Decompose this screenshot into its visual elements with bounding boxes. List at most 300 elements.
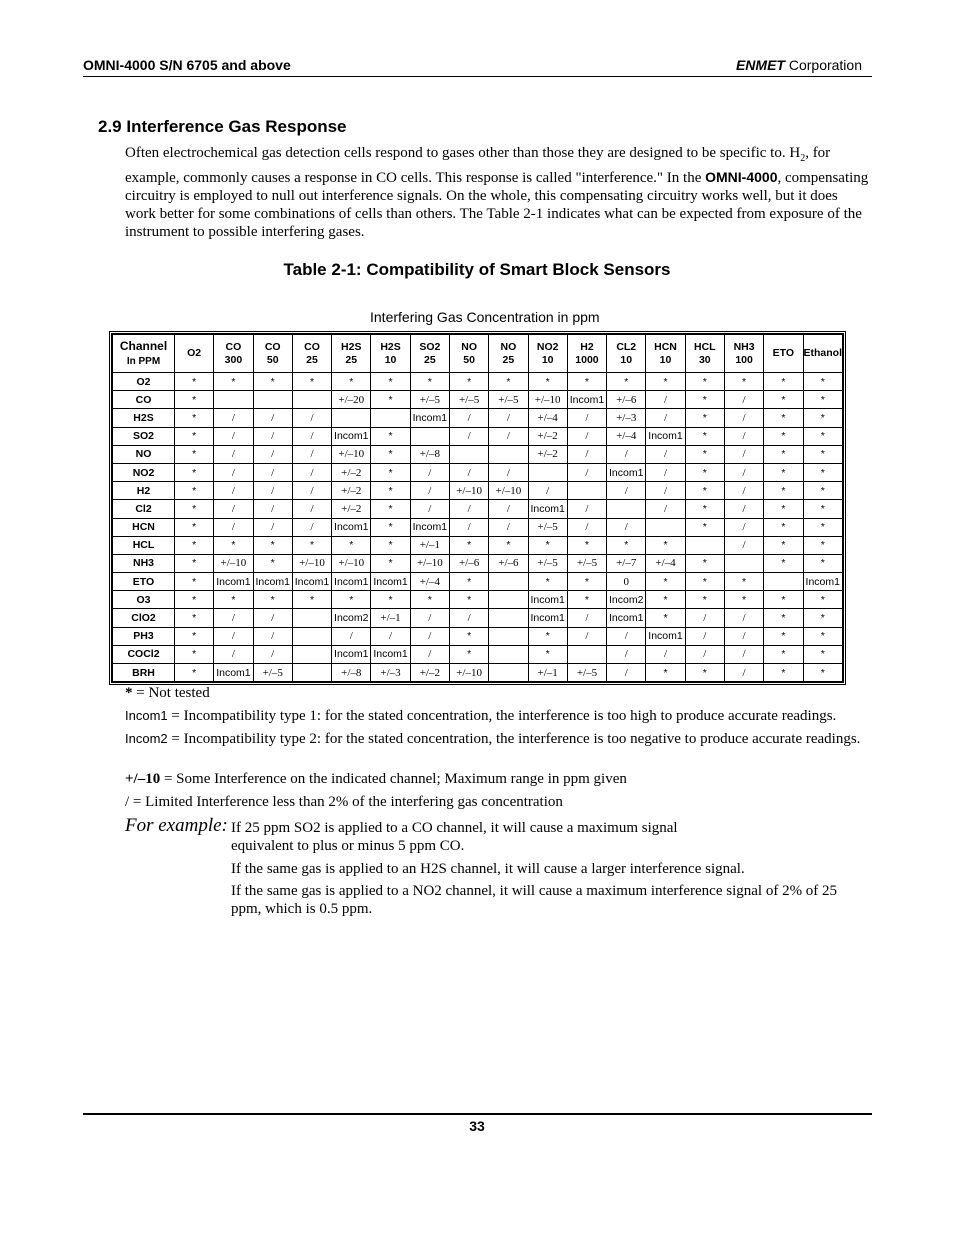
table-cell: / bbox=[292, 500, 331, 518]
row-channel-label: CO bbox=[113, 391, 175, 409]
column-gas: CO bbox=[264, 340, 281, 353]
table-cell: / bbox=[489, 518, 528, 536]
table-cell: * bbox=[175, 627, 214, 645]
legend-key: * bbox=[125, 685, 133, 701]
table-cell: * bbox=[803, 463, 843, 481]
table-cell: / bbox=[567, 427, 606, 445]
table-cell: * bbox=[528, 627, 567, 645]
table-cell: * bbox=[489, 536, 528, 554]
table-cell: * bbox=[685, 591, 724, 609]
table-cell: / bbox=[607, 645, 646, 663]
table-cell: * bbox=[646, 591, 685, 609]
table-row bbox=[113, 373, 843, 391]
table-row bbox=[113, 627, 843, 645]
column-concentration: 10 bbox=[659, 353, 672, 366]
table-cell bbox=[214, 391, 253, 409]
table-cell: * bbox=[214, 536, 253, 554]
table-cell: * bbox=[764, 373, 803, 391]
table-cell: * bbox=[803, 645, 843, 663]
table-cell: * bbox=[764, 554, 803, 572]
table-cell: / bbox=[253, 463, 292, 481]
table-cell: Incom2 bbox=[607, 591, 646, 609]
table-cell: / bbox=[724, 518, 763, 536]
column-header bbox=[410, 335, 449, 373]
table-cell: * bbox=[567, 373, 606, 391]
table-cell: / bbox=[567, 609, 606, 627]
table-cell: * bbox=[371, 445, 410, 463]
table-cell: +/–4 bbox=[528, 409, 567, 427]
table-cell: / bbox=[724, 445, 763, 463]
table-cell: * bbox=[175, 609, 214, 627]
table-cell: +/–10 bbox=[214, 554, 253, 572]
table-cell bbox=[292, 645, 331, 663]
table-cell: * bbox=[175, 445, 214, 463]
table-cell: +/–3 bbox=[371, 664, 410, 682]
table-cell: / bbox=[292, 427, 331, 445]
table-cell: / bbox=[410, 609, 449, 627]
table-cell bbox=[567, 482, 606, 500]
table-cell: +/–1 bbox=[528, 664, 567, 682]
table-cell: * bbox=[371, 482, 410, 500]
table-cell: * bbox=[292, 373, 331, 391]
table-cell: * bbox=[292, 536, 331, 554]
table-cell: / bbox=[214, 627, 253, 645]
table-cell: * bbox=[175, 664, 214, 682]
table-cell: +/–10 bbox=[410, 554, 449, 572]
table-cell: * bbox=[175, 645, 214, 663]
channel-header-unit: In PPM bbox=[126, 355, 161, 367]
table-header-row bbox=[113, 335, 843, 373]
row-channel-label: Cl2 bbox=[113, 500, 175, 518]
document-title: OMNI-4000 S/N 6705 and above bbox=[83, 57, 291, 73]
table-cell: * bbox=[175, 427, 214, 445]
table-cell: / bbox=[410, 482, 449, 500]
table-cell: * bbox=[332, 373, 371, 391]
table-cell: * bbox=[253, 591, 292, 609]
table-cell: * bbox=[646, 573, 685, 591]
column-concentration: 10 bbox=[384, 353, 397, 366]
table-title bbox=[0, 260, 954, 280]
table-cell: / bbox=[449, 463, 488, 481]
table-cell: +/–1 bbox=[371, 609, 410, 627]
column-header bbox=[803, 335, 843, 373]
legend-text: = Incompatibility type 1: for the stated concentration, the interference is too high to produce accurate readings. bbox=[167, 708, 837, 724]
table-cell: / bbox=[253, 500, 292, 518]
table-cell: / bbox=[607, 445, 646, 463]
table-cell: Incom1 bbox=[528, 591, 567, 609]
table-cell: / bbox=[489, 409, 528, 427]
column-header bbox=[489, 335, 528, 373]
row-channel-label: H2 bbox=[113, 482, 175, 500]
table-cell bbox=[489, 609, 528, 627]
table-cell: / bbox=[292, 518, 331, 536]
table-row bbox=[113, 554, 843, 572]
table-cell: * bbox=[371, 518, 410, 536]
table-cell: * bbox=[175, 482, 214, 500]
legend-text: = Incompatibility type 2: for the stated concentration, the interference is too negative to produce accurate readings. bbox=[167, 731, 861, 747]
table-row bbox=[113, 645, 843, 663]
example-line-1: If 25 ppm SO2 is applied to a CO channel, it will cause a maximum signal bbox=[231, 820, 678, 836]
table-cell: Incom1 bbox=[332, 518, 371, 536]
table-cell: * bbox=[292, 591, 331, 609]
row-channel-label: ETO bbox=[113, 573, 175, 591]
table-cell: * bbox=[371, 500, 410, 518]
table-cell: * bbox=[803, 391, 843, 409]
table-cell bbox=[292, 609, 331, 627]
table-cell: / bbox=[449, 500, 488, 518]
column-header bbox=[292, 335, 331, 373]
table-cell: * bbox=[646, 664, 685, 682]
table-cell: / bbox=[253, 409, 292, 427]
table-cell: Incom1 bbox=[332, 645, 371, 663]
table-cell: * bbox=[175, 373, 214, 391]
table-cell bbox=[489, 664, 528, 682]
table-cell: / bbox=[214, 409, 253, 427]
table-cell: * bbox=[685, 373, 724, 391]
column-gas: NH3 bbox=[733, 340, 755, 353]
intro-text-2: , for example, commonly causes a response in CO cells. This response is called "interference." In the bbox=[125, 145, 831, 186]
column-header bbox=[685, 335, 724, 373]
table-cell: / bbox=[410, 463, 449, 481]
table-cell: * bbox=[175, 500, 214, 518]
table-cell: * bbox=[764, 536, 803, 554]
table-cell: +/–5 bbox=[528, 518, 567, 536]
table-cell: * bbox=[685, 500, 724, 518]
table-cell: * bbox=[685, 409, 724, 427]
table-cell: * bbox=[175, 409, 214, 427]
legend-text: = Some Interference on the indicated channel; Maximum range in ppm given bbox=[160, 771, 627, 787]
table-cell: +/–2 bbox=[332, 463, 371, 481]
table-cell: +/–10 bbox=[292, 554, 331, 572]
table-cell: +/–4 bbox=[646, 554, 685, 572]
table-cell bbox=[567, 645, 606, 663]
column-gas: NO2 bbox=[536, 340, 559, 353]
table-cell: / bbox=[489, 427, 528, 445]
compatibility-table-frame bbox=[109, 331, 846, 685]
column-header bbox=[724, 335, 763, 373]
row-channel-label: HCL bbox=[113, 536, 175, 554]
table-cell: * bbox=[803, 500, 843, 518]
column-gas: H2S bbox=[380, 340, 401, 353]
table-cell: / bbox=[685, 645, 724, 663]
compatibility-table bbox=[112, 334, 843, 682]
table-title-text: Table 2-1: Compatibility of Smart Block Sensors bbox=[283, 260, 671, 279]
table-cell: * bbox=[764, 609, 803, 627]
table-cell bbox=[489, 645, 528, 663]
table-cell: / bbox=[724, 500, 763, 518]
table-cell: +/–10 bbox=[449, 482, 488, 500]
table-cell: / bbox=[685, 609, 724, 627]
intro-paragraph bbox=[125, 144, 870, 241]
table-cell: / bbox=[646, 409, 685, 427]
column-concentration: 100 bbox=[735, 353, 753, 366]
table-cell: * bbox=[371, 536, 410, 554]
table-cell: / bbox=[646, 391, 685, 409]
table-cell bbox=[489, 573, 528, 591]
table-cell: Incom1 bbox=[214, 664, 253, 682]
table-cell: Incom1 bbox=[371, 573, 410, 591]
table-cell: +/–2 bbox=[528, 427, 567, 445]
legend-key: Incom1 bbox=[125, 708, 168, 723]
table-cell: * bbox=[449, 591, 488, 609]
column-concentration: 25 bbox=[502, 353, 515, 366]
table-cell: * bbox=[764, 518, 803, 536]
section-title: 2.9 Interference Gas Response bbox=[98, 117, 347, 136]
table-cell: / bbox=[724, 536, 763, 554]
table-cell bbox=[253, 391, 292, 409]
table-cell: * bbox=[332, 591, 371, 609]
table-cell: / bbox=[253, 627, 292, 645]
table-cell: / bbox=[253, 645, 292, 663]
column-header bbox=[371, 335, 410, 373]
column-gas: H2S bbox=[341, 340, 362, 353]
table-cell: / bbox=[332, 627, 371, 645]
table-cell: * bbox=[489, 373, 528, 391]
table-cell: * bbox=[175, 391, 214, 409]
table-cell: Incom1 bbox=[528, 500, 567, 518]
table-cell: * bbox=[371, 591, 410, 609]
table-cell: +/–8 bbox=[332, 664, 371, 682]
row-channel-label: O3 bbox=[113, 591, 175, 609]
column-concentration: 25 bbox=[345, 353, 358, 366]
row-channel-label: COCl2 bbox=[113, 645, 175, 663]
table-cell: +/–6 bbox=[489, 554, 528, 572]
table-cell: / bbox=[724, 409, 763, 427]
table-cell: Incom1 bbox=[332, 573, 371, 591]
table-cell: * bbox=[803, 554, 843, 572]
table-cell: / bbox=[724, 391, 763, 409]
table-cell: +/–5 bbox=[567, 554, 606, 572]
footer-rule bbox=[83, 1113, 872, 1115]
table-cell: * bbox=[724, 373, 763, 391]
table-cell: * bbox=[685, 445, 724, 463]
table-cell: * bbox=[214, 591, 253, 609]
column-header bbox=[646, 335, 685, 373]
column-concentration: 30 bbox=[698, 353, 711, 366]
table-cell: / bbox=[607, 482, 646, 500]
table-cell: * bbox=[567, 573, 606, 591]
column-gas: CO bbox=[225, 340, 242, 353]
table-cell: * bbox=[764, 463, 803, 481]
table-cell: +/–1 bbox=[410, 536, 449, 554]
column-gas: HCL bbox=[694, 340, 716, 353]
table-cell: / bbox=[646, 463, 685, 481]
table-cell: / bbox=[528, 482, 567, 500]
table-cell: / bbox=[371, 627, 410, 645]
table-row bbox=[113, 591, 843, 609]
table-cell: / bbox=[410, 500, 449, 518]
table-cell: * bbox=[685, 573, 724, 591]
table-cell: / bbox=[214, 463, 253, 481]
channel-header-label: Channel bbox=[119, 338, 168, 353]
column-gas: CL2 bbox=[616, 340, 637, 353]
row-channel-label: PH3 bbox=[113, 627, 175, 645]
table-cell: * bbox=[803, 591, 843, 609]
table-cell: +/–2 bbox=[332, 500, 371, 518]
table-cell: * bbox=[803, 373, 843, 391]
table-cell: / bbox=[607, 664, 646, 682]
table-cell: * bbox=[253, 554, 292, 572]
column-concentration: 300 bbox=[224, 353, 243, 366]
table-cell bbox=[646, 518, 685, 536]
table-cell: * bbox=[685, 463, 724, 481]
column-header bbox=[607, 335, 646, 373]
table-row bbox=[113, 573, 843, 591]
table-cell bbox=[528, 463, 567, 481]
table-cell: +/–8 bbox=[410, 445, 449, 463]
table-cell: / bbox=[646, 482, 685, 500]
table-cell: * bbox=[371, 554, 410, 572]
table-cell: * bbox=[764, 409, 803, 427]
table-cell: * bbox=[410, 591, 449, 609]
table-cell: / bbox=[214, 427, 253, 445]
table-row bbox=[113, 482, 843, 500]
table-cell: * bbox=[371, 373, 410, 391]
table-cell: * bbox=[764, 445, 803, 463]
column-gas: O2 bbox=[187, 347, 202, 359]
table-cell: Incom1 bbox=[214, 573, 253, 591]
table-cell: Incom1 bbox=[567, 391, 606, 409]
table-cell: / bbox=[646, 500, 685, 518]
table-row bbox=[113, 664, 843, 682]
table-cell: / bbox=[567, 463, 606, 481]
table-cell: Incom1 bbox=[371, 645, 410, 663]
table-cell: * bbox=[803, 445, 843, 463]
table-cell: Incom1 bbox=[646, 627, 685, 645]
table-cell: Incom1 bbox=[607, 609, 646, 627]
table-row bbox=[113, 391, 843, 409]
table-cell: * bbox=[528, 645, 567, 663]
table-row bbox=[113, 518, 843, 536]
table-cell: / bbox=[724, 627, 763, 645]
table-cell: / bbox=[214, 518, 253, 536]
table-cell: * bbox=[175, 554, 214, 572]
table-cell: * bbox=[371, 463, 410, 481]
table-cell: / bbox=[410, 645, 449, 663]
table-cell: / bbox=[253, 445, 292, 463]
table-cell: * bbox=[567, 591, 606, 609]
table-cell: * bbox=[371, 427, 410, 445]
column-concentration: 50 bbox=[266, 353, 279, 366]
table-cell: * bbox=[685, 518, 724, 536]
table-cell: / bbox=[292, 409, 331, 427]
table-cell: * bbox=[528, 536, 567, 554]
table-cell bbox=[292, 627, 331, 645]
table-cell: * bbox=[253, 536, 292, 554]
table-cell: * bbox=[764, 427, 803, 445]
table-cell: * bbox=[764, 591, 803, 609]
table-cell: / bbox=[489, 500, 528, 518]
column-gas: CO bbox=[304, 340, 320, 353]
table-cell bbox=[489, 591, 528, 609]
table-cell: * bbox=[175, 536, 214, 554]
table-cell: / bbox=[567, 627, 606, 645]
table-cell: * bbox=[449, 373, 488, 391]
table-cell: * bbox=[607, 373, 646, 391]
table-cell bbox=[489, 627, 528, 645]
table-cell: * bbox=[449, 573, 488, 591]
example-line-3: If the same gas is applied to a NO2 channel, it will cause a maximum interference signal of 2% of 25 ppm, which is 0.5 ppm. bbox=[231, 883, 838, 917]
table-cell: / bbox=[607, 518, 646, 536]
column-gas: H2 bbox=[580, 340, 594, 353]
table-cell: * bbox=[449, 627, 488, 645]
table-cell: +/–4 bbox=[410, 573, 449, 591]
column-gas: SO2 bbox=[419, 340, 441, 353]
table-cell bbox=[292, 391, 331, 409]
table-cell: Incom1 bbox=[646, 427, 685, 445]
table-cell: * bbox=[607, 536, 646, 554]
column-concentration: 10 bbox=[620, 353, 633, 366]
table-row bbox=[113, 500, 843, 518]
table-cell: / bbox=[724, 645, 763, 663]
row-channel-label: SO2 bbox=[113, 427, 175, 445]
table-cell: / bbox=[567, 500, 606, 518]
table-cell: Incom1 bbox=[528, 609, 567, 627]
table-cell: +/–5 bbox=[567, 664, 606, 682]
table-cell: / bbox=[724, 482, 763, 500]
table-cell: 0 bbox=[607, 573, 646, 591]
row-channel-label: ClO2 bbox=[113, 609, 175, 627]
table-cell: * bbox=[764, 664, 803, 682]
table-cell: * bbox=[724, 591, 763, 609]
table-body bbox=[113, 373, 843, 682]
table-subtitle: Interfering Gas Concentration in ppm bbox=[370, 309, 600, 325]
table-cell: * bbox=[803, 609, 843, 627]
row-channel-label: NO2 bbox=[113, 463, 175, 481]
table-cell: / bbox=[449, 409, 488, 427]
column-concentration: 1000 bbox=[575, 353, 599, 366]
column-concentration: 10 bbox=[541, 353, 554, 366]
column-gas: ETO bbox=[772, 347, 795, 359]
table-cell bbox=[292, 664, 331, 682]
column-header bbox=[567, 335, 606, 373]
channel-header bbox=[113, 335, 175, 373]
column-header bbox=[764, 335, 803, 373]
table-cell: +/–4 bbox=[607, 427, 646, 445]
row-channel-label: H2S bbox=[113, 409, 175, 427]
table-cell: +/–5 bbox=[410, 391, 449, 409]
legend-limited bbox=[125, 793, 563, 811]
table-cell: / bbox=[724, 463, 763, 481]
table-cell: +/–6 bbox=[607, 391, 646, 409]
table-cell: * bbox=[646, 536, 685, 554]
company-brand: ENMET bbox=[735, 57, 785, 73]
table-cell: +/–5 bbox=[528, 554, 567, 572]
row-channel-label: NH3 bbox=[113, 554, 175, 572]
table-cell: * bbox=[803, 627, 843, 645]
table-cell: / bbox=[214, 609, 253, 627]
table-cell: +/–10 bbox=[332, 445, 371, 463]
table-cell: Incom1 bbox=[410, 409, 449, 427]
table-cell: +/–5 bbox=[449, 391, 488, 409]
column-gas: Ethanol bbox=[803, 347, 842, 359]
row-channel-label: HCN bbox=[113, 518, 175, 536]
product-name: OMNI-4000 bbox=[705, 169, 778, 185]
table-cell: * bbox=[764, 500, 803, 518]
column-header bbox=[214, 335, 253, 373]
column-header bbox=[332, 335, 371, 373]
legend-text: = Limited Interference less than 2% of the interfering gas concentration bbox=[129, 794, 563, 810]
column-gas: NO bbox=[461, 340, 477, 353]
table-cell: Incom1 bbox=[253, 573, 292, 591]
table-row bbox=[113, 409, 843, 427]
column-header bbox=[449, 335, 488, 373]
intro-text-1: Often electrochemical gas detection cells respond to gases other than those they are designed to be specific to. H bbox=[125, 145, 801, 161]
table-cell: / bbox=[292, 482, 331, 500]
table-cell: * bbox=[803, 409, 843, 427]
table-cell: / bbox=[449, 427, 488, 445]
table-cell: / bbox=[724, 664, 763, 682]
